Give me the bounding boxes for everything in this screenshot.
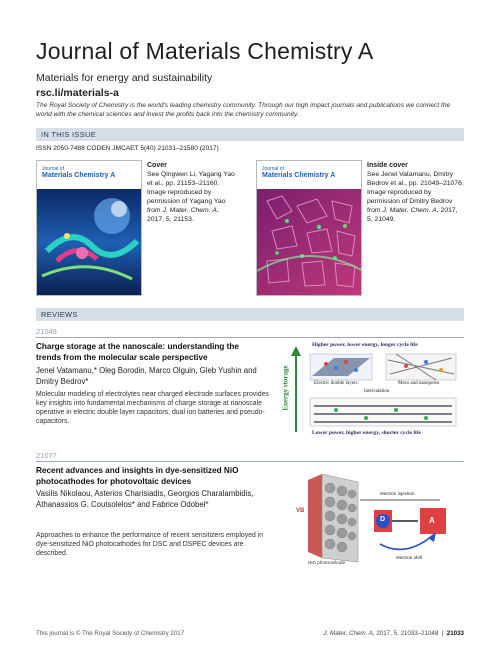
review-1-authors: Jenel Vatamanu,* Oleg Borodin, Marco Olguin, Gleb Yushin and Dmitry Bedrov*: [36, 366, 257, 386]
footer-citation: J. Mater. Chem. A, 2017, 5, 21033–21048 | 21033: [323, 630, 464, 637]
review-1-abstract: Molecular modeling of electrolytes near charged electrode surfaces provides key insights into fundamental mechanisms of charge storage at nanoscale operative in electric double layer capacitors, dual ion batteries and pseudo-capacitors.: [36, 391, 269, 425]
graphic-meso-label: Meso and nanopores: [398, 381, 440, 386]
in-this-issue-bar: IN THIS ISSUE: [36, 128, 464, 141]
cover-caption: [147, 161, 235, 224]
graphic-bottom-label: Lower power, higher energy, shorter cycle life: [312, 430, 421, 436]
side-arrow: [291, 346, 301, 432]
journal-title: Journal of Materials Chemistry A: [36, 38, 374, 64]
review-1-divider: [36, 337, 464, 338]
graphic-vb-label: VB: [296, 508, 305, 514]
graphic-a-label: A: [429, 516, 435, 525]
inside-cover-caption: [367, 161, 464, 224]
inside-cover-label: Inside cover: [367, 162, 408, 169]
inside-cover-journal-ref: J. Mater. Chem. A: [382, 207, 437, 214]
review-2-divider: [36, 461, 464, 462]
edl-panel: [310, 354, 372, 380]
review-2-authors: Vasilis Nikolaou, Asterios Charisiadis, Georgios Charalambidis, Athanassios G. Coutsolelos* and Fabrice Odobel*: [36, 489, 254, 509]
graphic-nio-label: NiO photocathode: [308, 560, 346, 565]
reviews-bar: REVIEWS: [36, 308, 464, 321]
inside-cover-mini-title-1: Journal of: [262, 166, 284, 172]
review-2-title[interactable]: Recent advances and insights in dye-sensitized NiO photocathodes for photovoltaic devices: [36, 466, 239, 486]
graphic-shift-label: electron shift: [396, 555, 423, 560]
journal-subtitle: Materials for energy and sustainability: [36, 72, 213, 84]
cover-mini-title-1: Journal of: [42, 166, 64, 172]
inside-cover-ref-tail: , 2017, 5, 21049.: [367, 207, 458, 223]
cover-mini-title-2: Materials Chemistry A: [42, 172, 116, 179]
review-1-title[interactable]: Charge storage at the nanoscale: understanding the trends from the molecular scale perspective: [36, 342, 239, 362]
graphic-d-label: D: [380, 516, 386, 523]
graphic-edl-label: Electric double layers: [314, 381, 358, 386]
intercalation-panel: [310, 398, 456, 426]
shift-arrow: [380, 536, 432, 549]
review-1-graphic[interactable]: [281, 340, 466, 442]
issn-line: ISSN 2050-7488 CODEN JMCAET 5(40) 21031–21580 (2017): [36, 145, 219, 152]
rsc-description: The Royal Society of Chemistry is the world's leading chemistry community. Through our high impact journals and publications we connect the world with the chemical sciences and invest the profits back into the chemistry community.: [36, 102, 451, 118]
cover-journal-ref: J. Mater. Chem. A: [162, 207, 217, 214]
cover-artwork: [37, 161, 142, 296]
review-2-abstract: Approaches to enhance the performance of recent sensitizers employed in dye-sensitized NiO photocathodes for DSC and DSPEC devices are described.: [36, 532, 264, 557]
cover-text: See Qingwen Li, Yagang Yao et al., pp. 21153–21160. Image reproduced by permission of Yagang Yao from: [147, 171, 235, 214]
meso-panel: [386, 354, 456, 380]
footer-page-number: 21033: [446, 630, 464, 637]
graphic-intercalation-label: Intercalation: [364, 389, 390, 394]
graphic-top-label: Higher power, lower energy, longer cycle life: [312, 342, 418, 348]
review-1-page: 21049: [36, 327, 57, 336]
graphic-side-label: Energy storage: [281, 365, 290, 411]
inside-cover-image[interactable]: [256, 160, 362, 296]
footer-journal: J. Mater. Chem. A: [323, 630, 373, 637]
footer-ref: , 2017, 5, 21033–21048: [372, 630, 439, 637]
review-2-graphic[interactable]: [296, 466, 464, 566]
journal-site-link[interactable]: rsc.li/materials-a: [36, 87, 119, 99]
review-2-page: 21077: [36, 451, 57, 460]
cover-ref-tail: , 2017, 5, 21153.: [147, 207, 219, 223]
cover-label: Cover: [147, 162, 167, 169]
inside-cover-text: See Jenel Vatamanu, Dmitry Bedrov et al., pp. 21049–21076. Image reproduced by permission of Dmitry Bedrov from: [367, 171, 464, 214]
inside-cover-mini-title-2: Materials Chemistry A: [262, 172, 336, 179]
footer-copyright: This journal is © The Royal Society of Chemistry 2017: [36, 630, 185, 637]
graphic-injection-label: electron injection: [380, 491, 415, 496]
inside-cover-artwork: [257, 161, 362, 296]
cover-image[interactable]: [36, 160, 142, 296]
